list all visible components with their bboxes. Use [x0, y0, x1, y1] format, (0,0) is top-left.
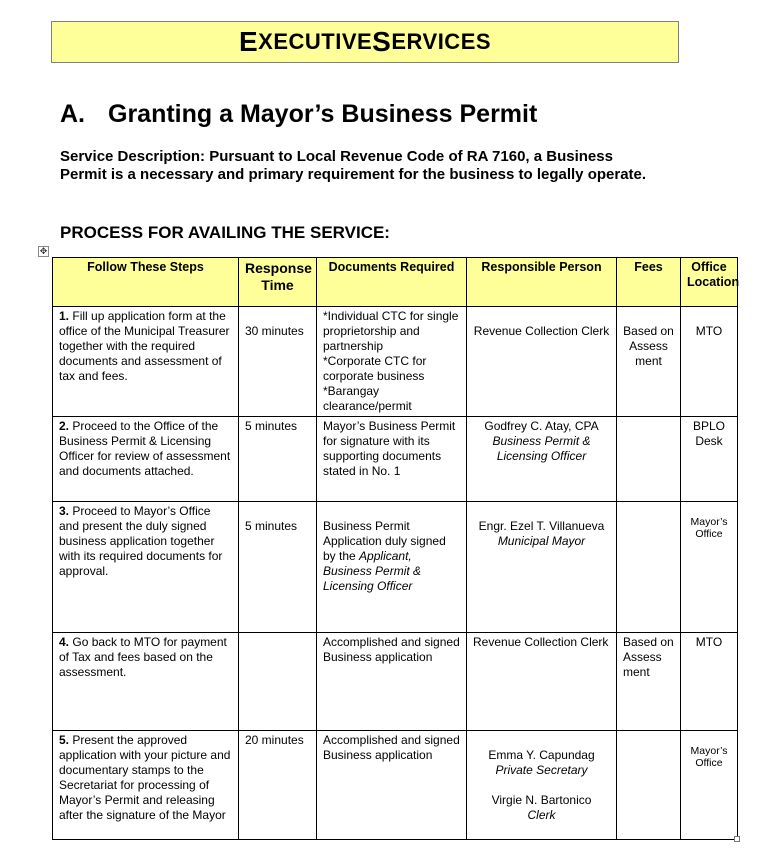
- office-cell: MTO: [681, 633, 738, 731]
- time-cell: [239, 633, 317, 731]
- move-cross-icon[interactable]: ✥: [39, 246, 48, 256]
- banner-rest-2: ERVICES: [391, 29, 492, 54]
- person-cell: Engr. Ezel T. Villanueva Municipal Mayor: [467, 502, 617, 633]
- person-cell: Revenue Collection Clerk: [467, 307, 617, 417]
- process-table: [52, 257, 738, 840]
- fees-cell: Based on Assess ment: [617, 307, 681, 417]
- office-cell: BPLO Desk: [681, 417, 738, 502]
- fees-cell: [617, 731, 681, 840]
- header-response-time: Response Time: [239, 258, 317, 307]
- table-row: [53, 731, 738, 840]
- documents-cell: Mayor’s Business Permit for signature with its supporting documents stated in No. 1: [317, 417, 467, 502]
- section-banner: [51, 21, 679, 63]
- table-row: [53, 633, 738, 731]
- header-steps: Follow These Steps: [53, 258, 239, 307]
- service-description: [60, 148, 660, 184]
- header-fees: Fees: [617, 258, 681, 307]
- office-cell: MTO: [681, 307, 738, 417]
- process-heading: PROCESS FOR AVAILING THE SERVICE:: [60, 223, 390, 242]
- office-cell: Mayor’s Office: [681, 731, 738, 840]
- time-cell: 30 minutes: [239, 307, 317, 417]
- description-label: Service Description:: [60, 148, 206, 165]
- person-cell: Revenue Collection Clerk: [467, 633, 617, 731]
- fees-cell: Based on Assess ment: [617, 633, 681, 731]
- documents-cell: Business Permit Application duly signed by the Applicant, Business Permit & Licensing Officer: [317, 502, 467, 633]
- step-cell: 4. Go back to MTO for payment of Tax and fees based on the assessment.: [53, 633, 239, 731]
- step-cell: 3. Proceed to Mayor’s Office and present the duly signed business application together with its required documents for approval.: [53, 502, 239, 633]
- banner-rest-1: XECUTIVE: [258, 29, 373, 54]
- documents-cell: Accomplished and signed Business application: [317, 633, 467, 731]
- page-title: [60, 100, 537, 129]
- fees-cell: [617, 502, 681, 633]
- table-resize-handle[interactable]: [734, 836, 740, 842]
- person-cell: Godfrey C. Atay, CPA Business Permit & Licensing Officer: [467, 417, 617, 502]
- documents-cell: Accomplished and signed Business application: [317, 731, 467, 840]
- time-cell: 5 minutes: [239, 502, 317, 633]
- step-cell: 2. Proceed to the Office of the Business Permit & Licensing Officer for review of assessment and documents attached.: [53, 417, 239, 502]
- banner-cap-1: E: [238, 26, 259, 57]
- header-office: Office Location: [681, 258, 738, 307]
- fees-cell: [617, 417, 681, 502]
- step-cell: 1. Fill up application form at the office of the Municipal Treasurer together with the required documents and assessment of tax and fees.: [53, 307, 239, 417]
- table-row: [53, 417, 738, 502]
- office-cell: Mayor’s Office: [681, 502, 738, 633]
- table-header-row: [53, 258, 738, 307]
- time-cell: 20 minutes: [239, 731, 317, 840]
- header-person: Responsible Person: [467, 258, 617, 307]
- documents-cell: *Individual CTC for single proprietorship and partnership *Corporate CTC for corporate business *Barangay clearance/permit: [317, 307, 467, 417]
- table-row: [53, 502, 738, 633]
- time-cell: 5 minutes: [239, 417, 317, 502]
- section-title: Granting a Mayor’s Business Permit: [108, 100, 538, 128]
- table-row: [53, 307, 738, 417]
- header-documents: Documents Required: [317, 258, 467, 307]
- banner-cap-2: S: [372, 26, 392, 57]
- person-cell: Emma Y. Capundag Private Secretary Virgie N. Bartonico Clerk: [467, 731, 617, 840]
- step-cell: 5. Present the approved application with your picture and documentary stamps to the Secretariat for processing of Mayor’s Permit and releasing after the signature of the Mayor: [53, 731, 239, 840]
- section-number: A.: [60, 100, 85, 128]
- description-text: Pursuant to Local Revenue Code of RA 7160, a Business Permit is a necessary and primary requirement for the business to legally operate.: [60, 148, 647, 183]
